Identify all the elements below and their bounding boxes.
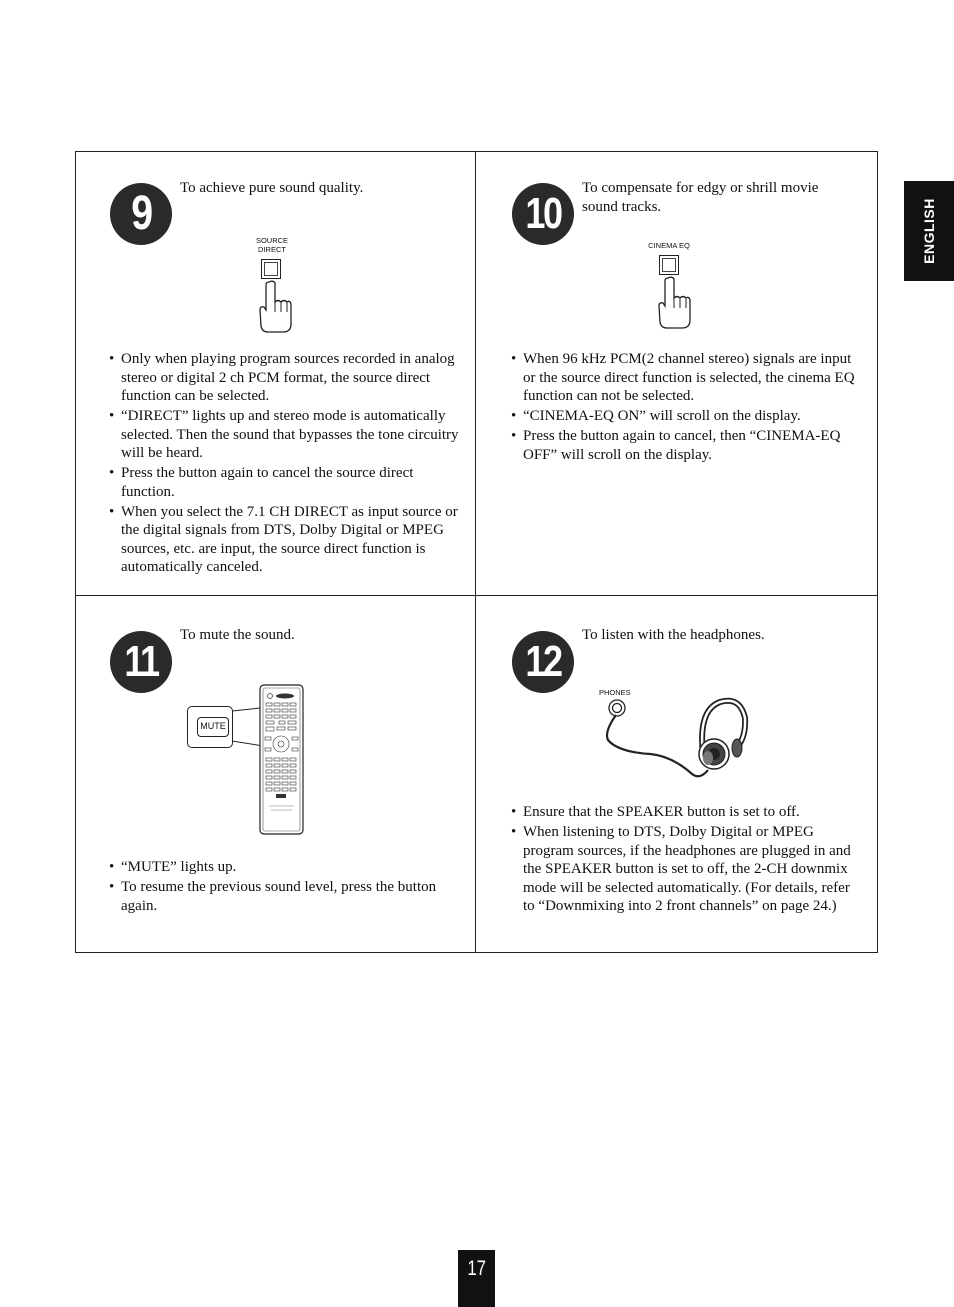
grid-divider-horizontal [75,595,878,596]
source-direct-button[interactable] [261,259,281,279]
headphones-icon[interactable] [600,696,750,786]
remote-control-icon [259,684,305,836]
step-number-9: 9 [110,183,172,245]
mute-button[interactable]: MUTE [197,717,229,737]
step-number-12: 12 [512,631,574,693]
cinema-eq-button[interactable] [659,255,679,275]
bullet-item: • When 96 kHz PCM(2 channel stereo) signals are input or the source direct function is selected, the cinema EQ function can not be selected. [511,350,856,406]
bullet-item: • Press the button again to cancel, then “CINEMA-EQ OFF” will scroll on the display. [511,427,856,464]
pressing-hand-icon [256,280,296,335]
step-10-intro: To compensate for edgy or shrill movie sound tracks. [582,180,819,215]
bullet-item: • “CINEMA-EQ ON” will scroll on the display. [511,407,856,426]
step-12-bullets [511,803,859,917]
step-11-intro: To mute the sound. [180,627,295,643]
bullet-item: • “MUTE” lights up. [109,858,461,877]
step-9-bullets [109,350,461,578]
phones-jack-label: PHONES [599,688,631,697]
source-direct-label: SOURCE DIRECT [255,236,289,254]
step-10-bullets [511,350,856,466]
pressing-hand-icon [655,276,695,331]
step-11-bullets [109,858,461,917]
bullet-item: • Only when playing program sources recorded in analog stereo or digital 2 ch PCM format, the source direct function can be selected. [109,350,461,406]
grid-divider-vertical [475,151,476,953]
cinema-eq-label: CINEMA EQ [648,241,690,250]
bullet-item: • When you select the 7.1 CH DIRECT as input source or the digital signals from DTS, Dolby Digital or MPEG sources, etc. are input, the source direct function is automatically canceled. [109,503,461,577]
bullet-item: • “DIRECT” lights up and stereo mode is automatically selected. Then the sound that bypasses the tone circuitry will be heard. [109,407,461,463]
page-number: 17 [458,1250,495,1307]
bullet-item: • When listening to DTS, Dolby Digital or MPEG program sources, if the headphones are plugged in and the SPEAKER button is set to off, the 2-CH downmix mode will be selected automatically. (For details, refer to “Downmixing into 2 front channels” on page 24.) [511,823,859,916]
language-tab-label: ENGLISH [921,198,937,264]
step-number-11: 11 [110,631,172,693]
bullet-item: • To resume the previous sound level, press the button again. [109,878,461,915]
language-tab [904,181,954,281]
bullet-item: • Ensure that the SPEAKER button is set to off. [511,803,859,822]
step-number-10: 10 [512,183,574,245]
step-9-intro: To achieve pure sound quality. [180,180,364,196]
bullet-item: • Press the button again to cancel the source direct function. [109,464,461,501]
step-12-intro: To listen with the headphones. [582,627,765,643]
